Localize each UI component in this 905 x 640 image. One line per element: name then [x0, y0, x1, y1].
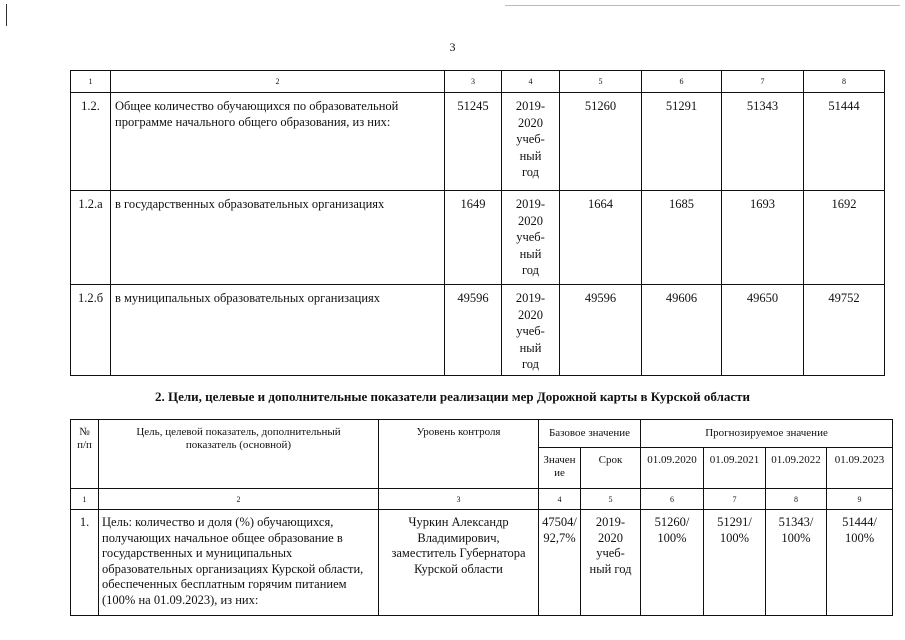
- header-date: 01.09.2020: [641, 448, 704, 489]
- forecast-value: 1692: [804, 191, 885, 285]
- col-number: 8: [804, 71, 885, 93]
- col-number: 4: [539, 489, 581, 510]
- table-goals-indicators: [70, 419, 893, 616]
- header-num: № п/п: [71, 420, 99, 489]
- scan-edge-mark: [6, 4, 7, 26]
- col-number: 3: [379, 489, 539, 510]
- goal-text: Цель: количество и доля (%) обучающихся, получающих начальное общее образование в государственных и муниципальных образовательных организациях Курской области, обеспеченных бесплатным горячим питанием (100% на 01.09.2023), из них:: [99, 510, 379, 616]
- forecast-value: 51444: [804, 93, 885, 191]
- header-base: Базовое значение: [539, 420, 641, 448]
- col-number: 1: [71, 489, 99, 510]
- col-number: 9: [827, 489, 893, 510]
- indicator-name: в государственных образовательных организациях: [111, 191, 445, 285]
- forecast-value: 49596: [560, 285, 642, 376]
- forecast-value: 51291: [642, 93, 722, 191]
- col-number: 7: [704, 489, 766, 510]
- indicator-name: Общее количество обучающихся по образовательной программе начального общего образования, из них:: [111, 93, 445, 191]
- row-number: 1.2.б: [71, 285, 111, 376]
- period-cell: 2019- 2020 учеб- ный год: [502, 285, 560, 376]
- col-number: 8: [766, 489, 827, 510]
- table-header-row: [71, 420, 893, 448]
- header-control: Уровень контроля: [379, 420, 539, 489]
- col-number: 5: [581, 489, 641, 510]
- col-number: 5: [560, 71, 642, 93]
- table-row: [71, 285, 885, 376]
- header-value: Значен ие: [539, 448, 581, 489]
- table-row: [71, 191, 885, 285]
- base-value: 47504/ 92,7%: [539, 510, 581, 616]
- page-number: 3: [449, 40, 456, 54]
- row-number: 1.2.а: [71, 191, 111, 285]
- period-cell: 2019- 2020 учеб- ный год: [502, 93, 560, 191]
- col-number: 1: [71, 71, 111, 93]
- control-person: Чуркин Александр Владимирович, заместитель Губернатора Курской области: [379, 510, 539, 616]
- base-value: 49596: [445, 285, 502, 376]
- header-date: 01.09.2022: [766, 448, 827, 489]
- col-number: 6: [641, 489, 704, 510]
- scan-top-line: [505, 5, 900, 6]
- forecast-value: 1685: [642, 191, 722, 285]
- row-number: 1.2.: [71, 93, 111, 191]
- forecast-value: 51343/ 100%: [766, 510, 827, 616]
- forecast-value: 51260/ 100%: [641, 510, 704, 616]
- indicator-name: в муниципальных образовательных организациях: [111, 285, 445, 376]
- forecast-value: 1693: [722, 191, 804, 285]
- forecast-value: 49606: [642, 285, 722, 376]
- header-term: Срок: [581, 448, 641, 489]
- col-number: 2: [99, 489, 379, 510]
- col-number: 7: [722, 71, 804, 93]
- table-row: [71, 93, 885, 191]
- base-value: 1649: [445, 191, 502, 285]
- forecast-value: 51291/ 100%: [704, 510, 766, 616]
- row-number: 1.: [71, 510, 99, 616]
- header-date: 01.09.2023: [827, 448, 893, 489]
- table-column-number-row: [71, 71, 885, 93]
- col-number: 2: [111, 71, 445, 93]
- forecast-value: 51343: [722, 93, 804, 191]
- header-goal: Цель, целевой показатель, дополнительный показатель (основной): [99, 420, 379, 489]
- period-cell: 2019- 2020 учеб- ный год: [502, 191, 560, 285]
- col-number: 6: [642, 71, 722, 93]
- base-term: 2019- 2020 учеб- ный год: [581, 510, 641, 616]
- forecast-value: 49650: [722, 285, 804, 376]
- table-row: [71, 510, 893, 616]
- col-number: 3: [445, 71, 502, 93]
- header-date: 01.09.2021: [704, 448, 766, 489]
- forecast-value: 51444/ 100%: [827, 510, 893, 616]
- forecast-value: 49752: [804, 285, 885, 376]
- base-value: 51245: [445, 93, 502, 191]
- section-title: 2. Цели, целевые и дополнительные показатели реализации мер Дорожной карты в Курской области: [154, 389, 751, 404]
- header-forecast: Прогнозируемое значение: [641, 420, 893, 448]
- table-column-number-row: [71, 489, 893, 510]
- table-targets-continuation: [70, 70, 885, 376]
- forecast-value: 1664: [560, 191, 642, 285]
- forecast-value: 51260: [560, 93, 642, 191]
- col-number: 4: [502, 71, 560, 93]
